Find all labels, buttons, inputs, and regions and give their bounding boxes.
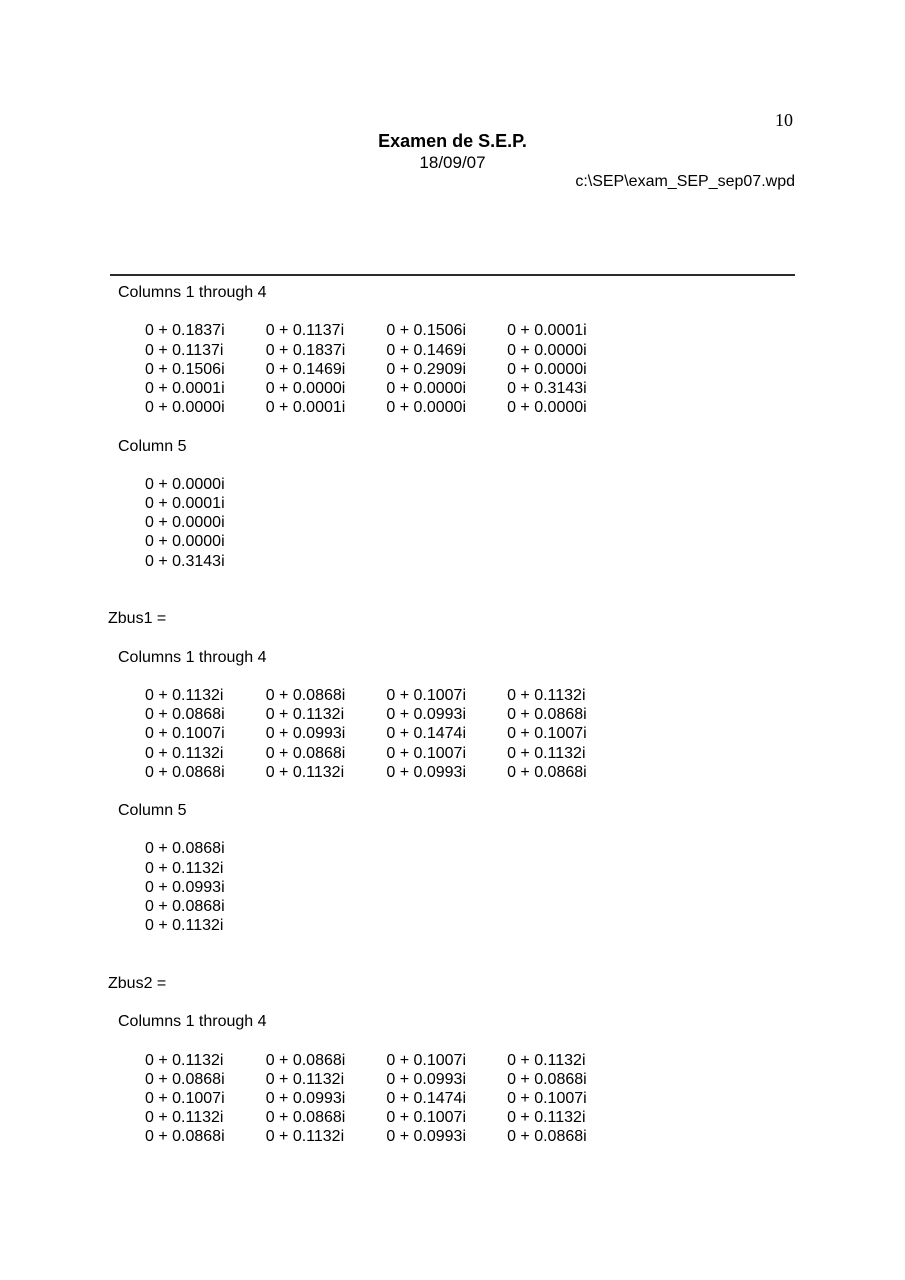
matrix-row bbox=[0, 321, 905, 340]
matrix-cell: 0 + 0.1132i bbox=[145, 686, 224, 704]
matrix-cell: 0 + 0.0000i bbox=[145, 475, 225, 493]
matrix-cell: 0 + 0.1132i bbox=[145, 917, 224, 935]
matrix-cell: 0 + 0.1474i bbox=[386, 725, 466, 743]
matrix-row bbox=[0, 379, 905, 398]
matrix-cell: 0 + 0.0001i bbox=[507, 322, 587, 340]
matrix-cell: 0 + 0.1132i bbox=[507, 1109, 586, 1127]
matrix-cell: 0 + 0.1837i bbox=[145, 322, 225, 340]
matrix-row bbox=[0, 532, 905, 551]
document-header bbox=[110, 131, 795, 173]
matrix-row bbox=[0, 859, 905, 878]
matrix-cell: 0 + 0.1137i bbox=[145, 341, 224, 359]
matrix-cell: 0 + 0.1137i bbox=[265, 322, 345, 340]
matrix-cell: 0 + 0.1132i bbox=[507, 1051, 586, 1069]
blank-line bbox=[0, 955, 905, 974]
matrix-row bbox=[0, 744, 905, 763]
matrix-cell: 0 + 0.1132i bbox=[265, 1070, 345, 1088]
matrix-cell: 0 + 0.0993i bbox=[265, 725, 346, 743]
page-number: 10 bbox=[775, 110, 793, 130]
matrix-cell: 0 + 0.1132i bbox=[145, 859, 224, 877]
matrix-cell: 0 + 0.1469i bbox=[265, 360, 346, 378]
matrix-cell: 0 + 0.0993i bbox=[145, 878, 225, 896]
matrix-cell: 0 + 0.0868i bbox=[265, 1109, 346, 1127]
matrix-cell: 0 + 0.1474i bbox=[386, 1089, 466, 1107]
matrix-cell: 0 + 0.3143i bbox=[507, 379, 587, 397]
columns-heading: Column 5 bbox=[118, 802, 187, 820]
matrix-cell: 0 + 0.0868i bbox=[507, 706, 587, 724]
matrix-cell: 0 + 0.0001i bbox=[265, 399, 346, 417]
matrix-cell: 0 + 0.0868i bbox=[145, 763, 225, 781]
matrix-cell: 0 + 0.0993i bbox=[386, 1128, 466, 1146]
matrix-row bbox=[0, 513, 905, 532]
matrix-row bbox=[0, 897, 905, 916]
matrix-label: Zbus2 = bbox=[108, 974, 167, 992]
matrix-cell: 0 + 0.0000i bbox=[145, 533, 225, 551]
matrix-row bbox=[0, 686, 905, 705]
matrix-cell: 0 + 0.0000i bbox=[507, 360, 587, 378]
matrix-cell: 0 + 0.2909i bbox=[386, 360, 466, 378]
document-date: 18/09/07 bbox=[419, 153, 486, 172]
matrix-row bbox=[0, 475, 905, 494]
matrix-cell: 0 + 0.1007i bbox=[386, 1109, 466, 1127]
matrix-cell: 0 + 0.1132i bbox=[265, 763, 345, 781]
matrix-row bbox=[0, 763, 905, 782]
matrix-cell: 0 + 0.0000i bbox=[507, 341, 587, 359]
blank-line bbox=[0, 1031, 905, 1050]
matrix-cell: 0 + 0.0868i bbox=[145, 706, 225, 724]
columns-heading: Columns 1 through 4 bbox=[118, 648, 267, 666]
matrix-cell: 0 + 0.0868i bbox=[507, 1128, 587, 1146]
matrix-cell: 0 + 0.1007i bbox=[386, 744, 466, 762]
blank-line bbox=[0, 993, 905, 1012]
matrix-cell: 0 + 0.1506i bbox=[145, 360, 225, 378]
matrix-cell: 0 + 0.1132i bbox=[265, 1128, 345, 1146]
matrix-label: Zbus1 = bbox=[108, 610, 167, 628]
matrix-row bbox=[0, 360, 905, 379]
document-title: Examen de S.E.P. bbox=[378, 131, 527, 151]
columns-heading: Columns 1 through 4 bbox=[118, 1013, 267, 1031]
matrix-cell: 0 + 0.0000i bbox=[386, 379, 466, 397]
matrix-cell: 0 + 0.1506i bbox=[386, 322, 466, 340]
file-path: c:\SEP\exam_SEP_sep07.wpd bbox=[575, 173, 795, 190]
matrix-cell: 0 + 0.1007i bbox=[386, 686, 466, 704]
matrix-cell: 0 + 0.1132i bbox=[507, 686, 586, 704]
matrix-cell: 0 + 0.0000i bbox=[265, 379, 346, 397]
blank-line bbox=[0, 590, 905, 609]
matrix-cell: 0 + 0.0868i bbox=[507, 1070, 587, 1088]
blank-line bbox=[0, 571, 905, 590]
matrix-cell: 0 + 0.1132i bbox=[265, 706, 345, 724]
blank-line bbox=[0, 456, 905, 475]
matrix-cell: 0 + 0.0868i bbox=[265, 744, 346, 762]
matrix-cell: 0 + 0.0993i bbox=[265, 1089, 346, 1107]
matrix-row bbox=[0, 878, 905, 897]
matrix-cell: 0 + 0.0001i bbox=[145, 495, 225, 513]
blank-line bbox=[0, 302, 905, 321]
matrix-cell: 0 + 0.1837i bbox=[265, 341, 346, 359]
matrix-row bbox=[0, 1127, 905, 1146]
matrix-row bbox=[0, 552, 905, 571]
matrix-row bbox=[0, 398, 905, 417]
matrix-cell: 0 + 0.0868i bbox=[145, 840, 225, 858]
matrix-cell: 0 + 0.0000i bbox=[507, 399, 587, 417]
matrix-cell: 0 + 0.1132i bbox=[145, 1109, 224, 1127]
matrix-cell: 0 + 0.0868i bbox=[265, 686, 346, 704]
blank-line bbox=[0, 820, 905, 839]
matrix-cell: 0 + 0.1469i bbox=[386, 341, 466, 359]
columns-heading: Column 5 bbox=[118, 437, 187, 455]
columns-heading: Columns 1 through 4 bbox=[118, 284, 267, 301]
matrix-cell: 0 + 0.0000i bbox=[145, 399, 225, 417]
matrix-cell: 0 + 0.0868i bbox=[145, 898, 225, 915]
matrix-cell: 0 + 0.0868i bbox=[507, 763, 587, 781]
matrix-cell: 0 + 0.0868i bbox=[145, 1128, 225, 1146]
matrix-cell: 0 + 0.3143i bbox=[145, 552, 225, 570]
blank-line bbox=[0, 667, 905, 686]
blank-line bbox=[0, 628, 905, 647]
matrix-row bbox=[0, 724, 905, 743]
blank-line bbox=[0, 782, 905, 801]
separator-line bbox=[110, 274, 795, 276]
matrix-cell: 0 + 0.0001i bbox=[145, 379, 225, 397]
matrix-cell: 0 + 0.1132i bbox=[507, 744, 586, 762]
matrix-row bbox=[0, 1051, 905, 1070]
matrix-cell: 0 + 0.1007i bbox=[386, 1051, 466, 1069]
matrix-row bbox=[0, 341, 905, 360]
matrix-cell: 0 + 0.0993i bbox=[386, 763, 466, 781]
matrix-cell: 0 + 0.0000i bbox=[145, 514, 225, 532]
matrix-row bbox=[0, 1070, 905, 1089]
matrix-cell: 0 + 0.0868i bbox=[145, 1070, 225, 1088]
matrix-row bbox=[0, 916, 905, 935]
matrix-cell: 0 + 0.1132i bbox=[145, 744, 224, 762]
matrix-row bbox=[0, 839, 905, 858]
matrix-cell: 0 + 0.0868i bbox=[265, 1051, 346, 1069]
matrix-cell: 0 + 0.0993i bbox=[386, 1070, 466, 1088]
matrix-row bbox=[0, 1108, 905, 1127]
matrix-row bbox=[0, 494, 905, 513]
matrix-cell: 0 + 0.1007i bbox=[507, 1089, 587, 1107]
matrix-cell: 0 + 0.0993i bbox=[386, 706, 466, 724]
matrix-row bbox=[0, 1089, 905, 1108]
matrix-cell: 0 + 0.1132i bbox=[145, 1051, 224, 1069]
blank-line bbox=[0, 935, 905, 954]
matrix-cell: 0 + 0.0000i bbox=[386, 399, 466, 417]
matrix-cell: 0 + 0.1007i bbox=[145, 1089, 225, 1107]
matrix-output-body bbox=[0, 283, 905, 1146]
blank-line bbox=[0, 417, 905, 436]
matrix-cell: 0 + 0.1007i bbox=[507, 725, 587, 743]
matrix-cell: 0 + 0.1007i bbox=[145, 725, 225, 743]
matrix-row bbox=[0, 705, 905, 724]
